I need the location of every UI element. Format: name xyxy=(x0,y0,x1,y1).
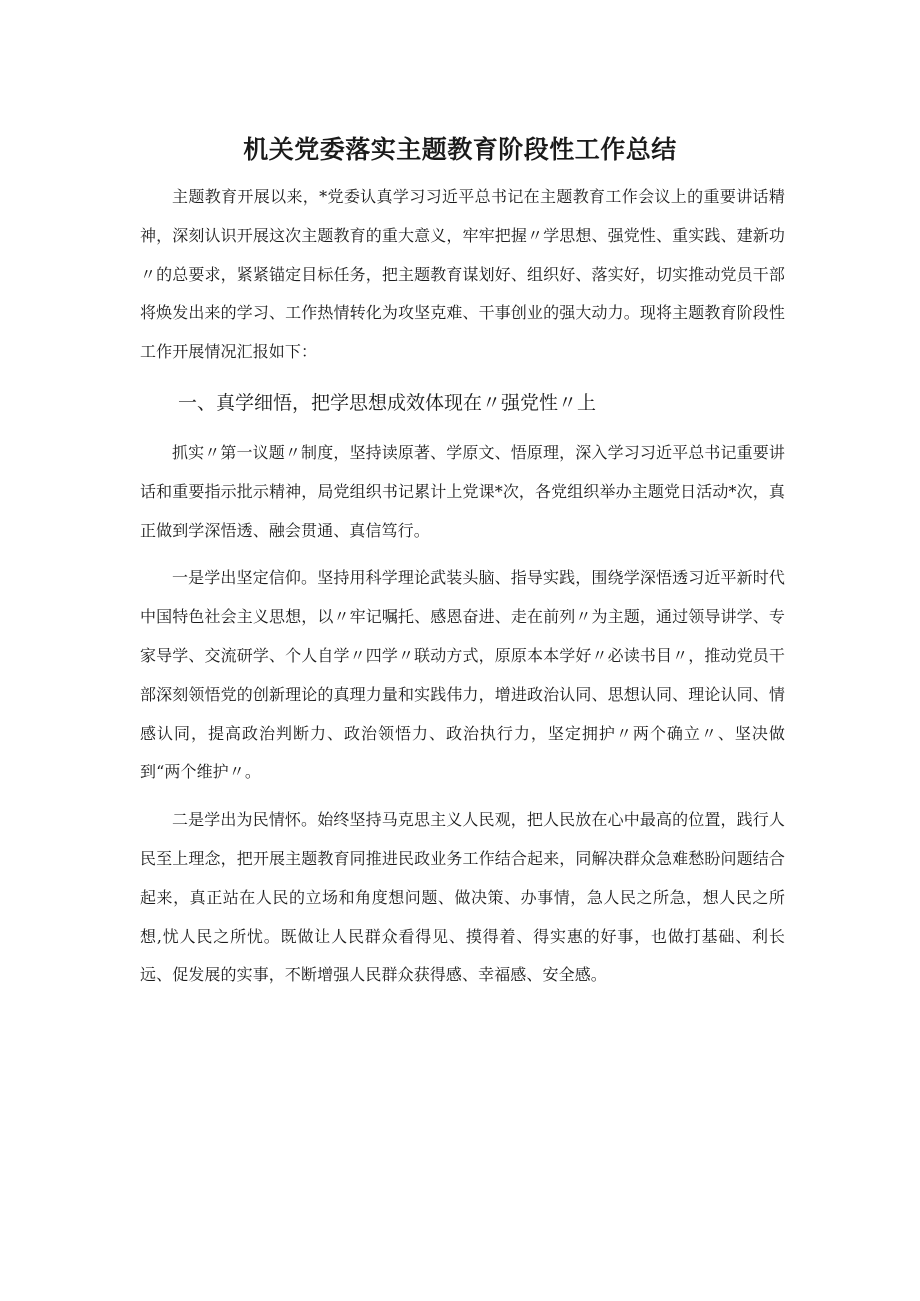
document-body xyxy=(140,178,785,995)
point-2-paragraph: 二是学出为民情怀。始终坚持马克思主义人民观，把人民放在心中最高的位置，践行人民至上理念，把开展主题教育同推进民政业务工作结合起来，同解决群众急难愁盼问题结合起来，真正站在人民的立场和角度想问题、做决策、办事情，急人民之所急，想人民之所想,忧人民之所忧。既做让人民群众看得见、摸得着、得实惠的好事，也做打基础、利长远、促发展的实事，不断增强人民群众获得感、幸福感、安全感。 xyxy=(140,810,785,985)
section-1-paragraph: 抓实〃第一议题〃制度，坚持读原著、学原文、悟原理，深入学习习近平总书记重要讲话和重要指示批示精神，局党组织书记累计上党课*次，各党组织举办主题党日活动*次，真正做到学深悟透、融会贯通、真信笃行。 xyxy=(140,442,785,540)
section-heading-1: 一、真学细悟，把学思想成效体现在〃强党性〃上 xyxy=(178,391,597,414)
point-1-paragraph: 一是学出坚定信仰。坚持用科学理论武装头脑、指导实践，围绕学深悟透习近平新时代中国特色社会主义思想，以〃牢记嘱托、感恩奋进、走在前列〃为主题，通过领导讲学、专家导学、交流研学、个人自学〃四学〃联动方式，原原本本学好〃必读书目〃，推动党员干部深刻领悟党的创新理论的真理力量和实践伟力，增进政治认同、思想认同、理论认同、情感认同，提高政治判断力、政治领悟力、政治执行力，坚定拥护〃两个确立〃、坚决做到“两个维护〃。 xyxy=(140,568,785,782)
document-title: 机关党委落实主题教育阶段性工作总结 xyxy=(243,135,677,164)
intro-paragraph: 主题教育开展以来，*党委认真学习习近平总书记在主题教育工作会议上的重要讲话精神，深刻认识开展这次主题教育的重大意义，牢牢把握〃学思想、强党性、重实践、建新功〃的总要求，紧紧锚定目标任务，把主题教育谋划好、组织好、落实好，切实推动党员干部将焕发出来的学习、工作热情转化为攻坚克难、干事创业的强大动力。现将主题教育阶段性工作开展情况汇报如下： xyxy=(140,187,785,362)
